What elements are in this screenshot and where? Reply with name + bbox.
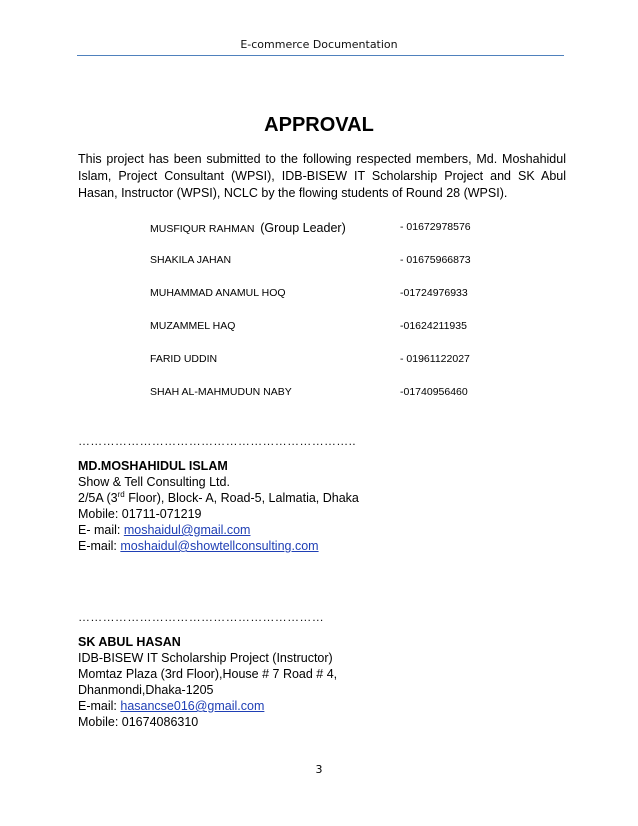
student-name: MUHAMMAD ANAMUL HOQ bbox=[150, 287, 286, 299]
student-name: SHAKILA JAHAN bbox=[150, 254, 232, 266]
signature-line-2: …………………………………………………… bbox=[78, 610, 324, 624]
signature-line-1: ………………………………………………………….. bbox=[78, 434, 356, 448]
student-role: (Group Leader) bbox=[260, 221, 346, 235]
page-number: 3 bbox=[315, 763, 323, 776]
student-phone: -01624211935 bbox=[400, 320, 467, 332]
student-phone: -01724976933 bbox=[400, 287, 468, 299]
contact-address-1: Momtaz Plaza (3rd Floor),House # 7 Road # 4, bbox=[78, 667, 338, 681]
contact-org: IDB-BISEW IT Scholarship Project (Instructor) bbox=[78, 651, 333, 665]
student-row bbox=[150, 353, 530, 386]
contact-address: 2/5A (3rd Floor), Block- A, Road-5, Lalmatia, Dhaka bbox=[78, 489, 359, 505]
contact-moshahidul bbox=[78, 458, 359, 554]
email-link[interactable]: moshaidul@showtellconsulting.com bbox=[120, 539, 319, 553]
contact-email: E-mail: hasancse016@gmail.com bbox=[78, 699, 265, 713]
student-phone: - 01961122027 bbox=[400, 353, 470, 365]
contact-name: SK ABUL HASAN bbox=[78, 635, 181, 649]
student-name: SHAH AL-MAHMUDUN NABY bbox=[150, 386, 292, 398]
student-name: MUZAMMEL HAQ bbox=[150, 320, 236, 332]
intro-paragraph: This project has been submitted to the following respected members, Md. Moshahidul Islam, Project Consultant (WPSI), IDB-BISEW IT Scholarship Project and SK Abul Hasan, Instructor (WPSI), NCLC by the flowing students of Round 28 (WPSI). bbox=[78, 152, 566, 200]
document-header: E-commerce Documentation bbox=[240, 38, 398, 51]
student-row bbox=[150, 221, 530, 254]
header-rule bbox=[77, 55, 564, 56]
student-name: FARID UDDIN bbox=[150, 353, 218, 365]
contact-mobile: Mobile: 01674086310 bbox=[78, 715, 199, 729]
students-list bbox=[150, 221, 530, 419]
student-row bbox=[150, 320, 530, 353]
contact-email-2: E-mail: moshaidul@showtellconsulting.com bbox=[78, 539, 319, 553]
student-row bbox=[150, 287, 530, 320]
contact-name: MD.MOSHAHIDUL ISLAM bbox=[78, 459, 228, 473]
student-row bbox=[150, 386, 530, 419]
email-link[interactable]: moshaidul@gmail.com bbox=[123, 523, 251, 537]
student-phone: - 01675966873 bbox=[400, 254, 471, 266]
contact-email-1: E- mail: moshaidul@gmail.com bbox=[78, 523, 251, 537]
contact-abul-hasan bbox=[78, 634, 337, 730]
student-phone: -01740956460 bbox=[400, 386, 468, 398]
contact-mobile: Mobile: 01711-071219 bbox=[78, 507, 202, 521]
page-title: APPROVAL bbox=[264, 114, 374, 136]
student-name: MUSFIQUR RAHMAN (Group Leader) bbox=[150, 221, 346, 235]
contact-address-2: Dhanmondi,Dhaka-1205 bbox=[78, 683, 214, 697]
email-link[interactable]: hasancse016@gmail.com bbox=[120, 699, 265, 713]
contact-company: Show & Tell Consulting Ltd. bbox=[78, 475, 230, 489]
student-phone: - 01672978576 bbox=[400, 221, 471, 233]
student-row bbox=[150, 254, 530, 287]
